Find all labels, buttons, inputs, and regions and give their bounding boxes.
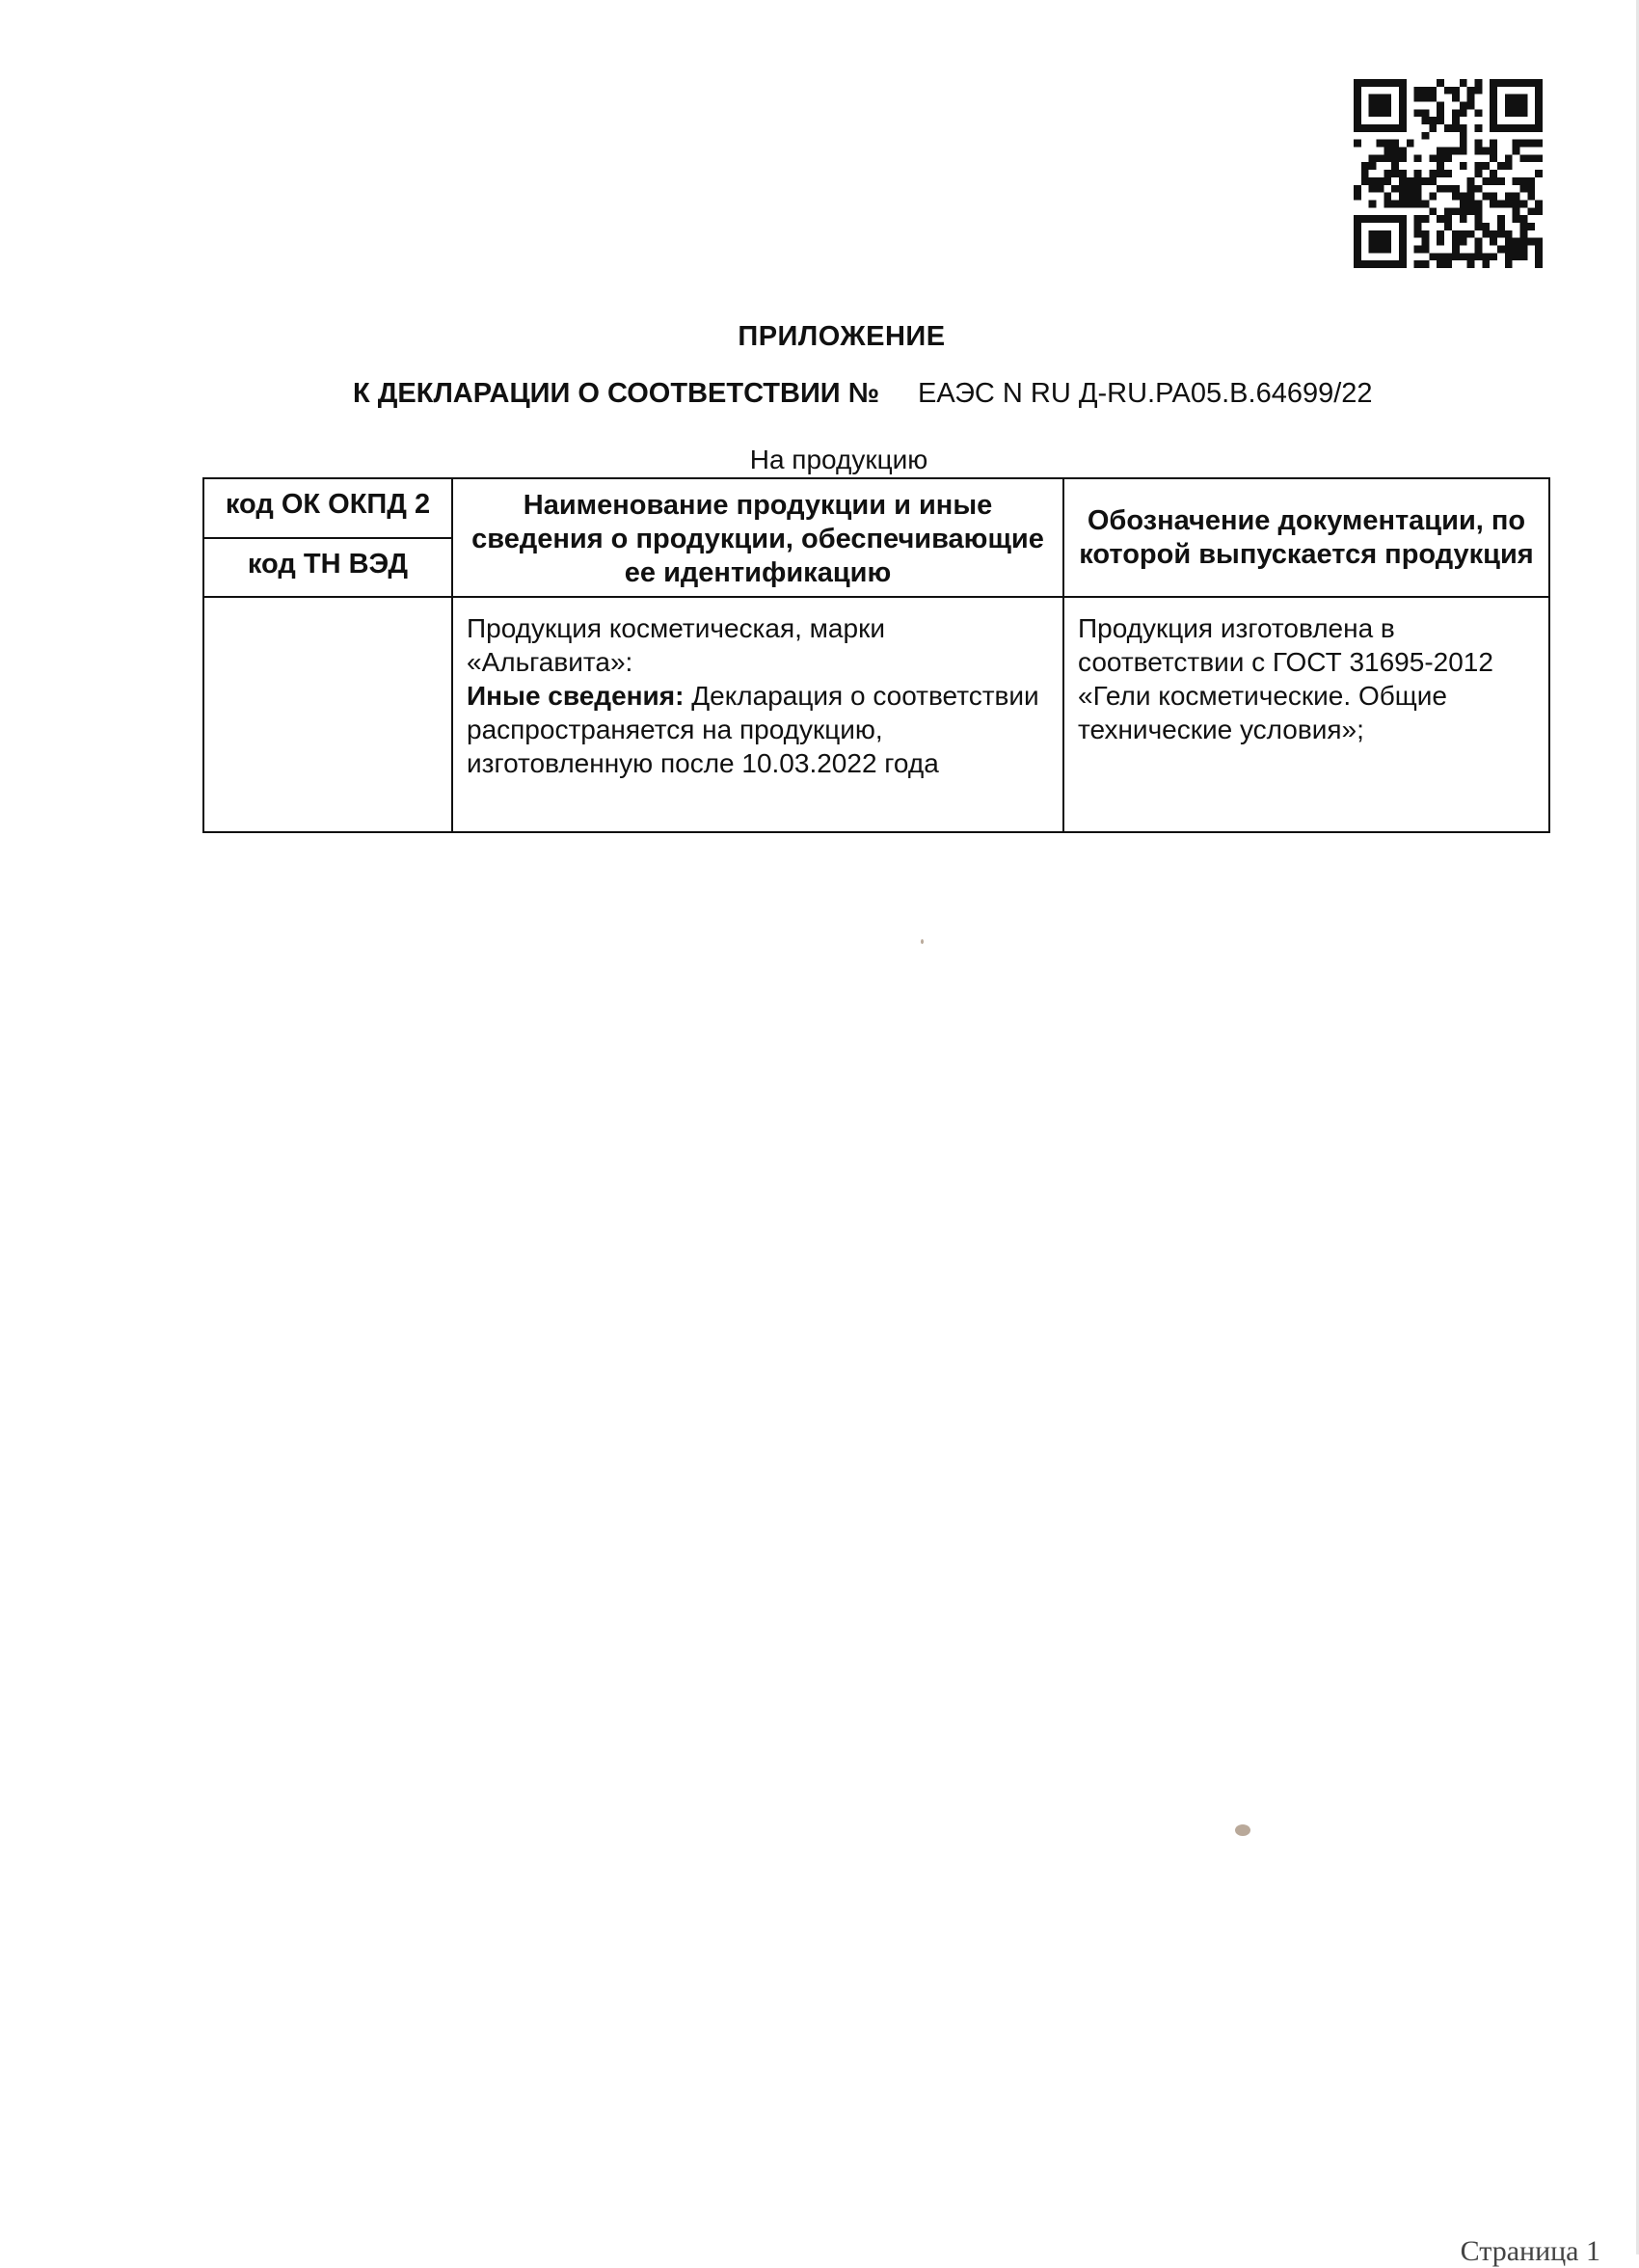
table-header-row (203, 478, 1549, 538)
product-table (202, 477, 1550, 833)
documentation-cell: Продукция изготовлена в соответствии с ГОСТ 31695-2012 «Гели косметические. Общие технические условия»; (1063, 597, 1549, 832)
code-cell (203, 597, 452, 832)
product-text: Продукция косметическая, марки «Альгавита»: (467, 613, 885, 677)
table-row (203, 597, 1549, 832)
header-product-name: Наименование продукции и иные сведения о продукции, обеспечивающие ее идентификацию (452, 478, 1063, 597)
header-code-tnved: код ТН ВЭД (203, 538, 452, 598)
header-documentation: Обозначение документации, по которой выпускается продукция (1063, 478, 1549, 597)
scan-speck (1235, 1824, 1250, 1836)
scan-speck (921, 939, 924, 944)
other-info-text: Декларация о соответствии распространяется на продукцию, изготовленную после 10.03.2022 года (467, 681, 1039, 778)
document-subtitle: На продукцию (749, 445, 928, 474)
qr-code-icon (1352, 79, 1545, 268)
product-cell (452, 597, 1063, 832)
other-info-label: Иные сведения: (467, 681, 685, 711)
document-title: ПРИЛОЖЕНИЕ (738, 321, 946, 352)
declaration-label: К ДЕКЛАРАЦИИ О СООТВЕТСТВИИ № (353, 378, 880, 409)
declaration-number: ЕАЭС N RU Д-RU.РА05.В.64699/22 (918, 378, 1373, 409)
header-code-okpd: код ОК ОКПД 2 (203, 478, 452, 538)
declaration-line (353, 378, 1373, 410)
page-number: Страница 1 (1460, 2235, 1600, 2267)
